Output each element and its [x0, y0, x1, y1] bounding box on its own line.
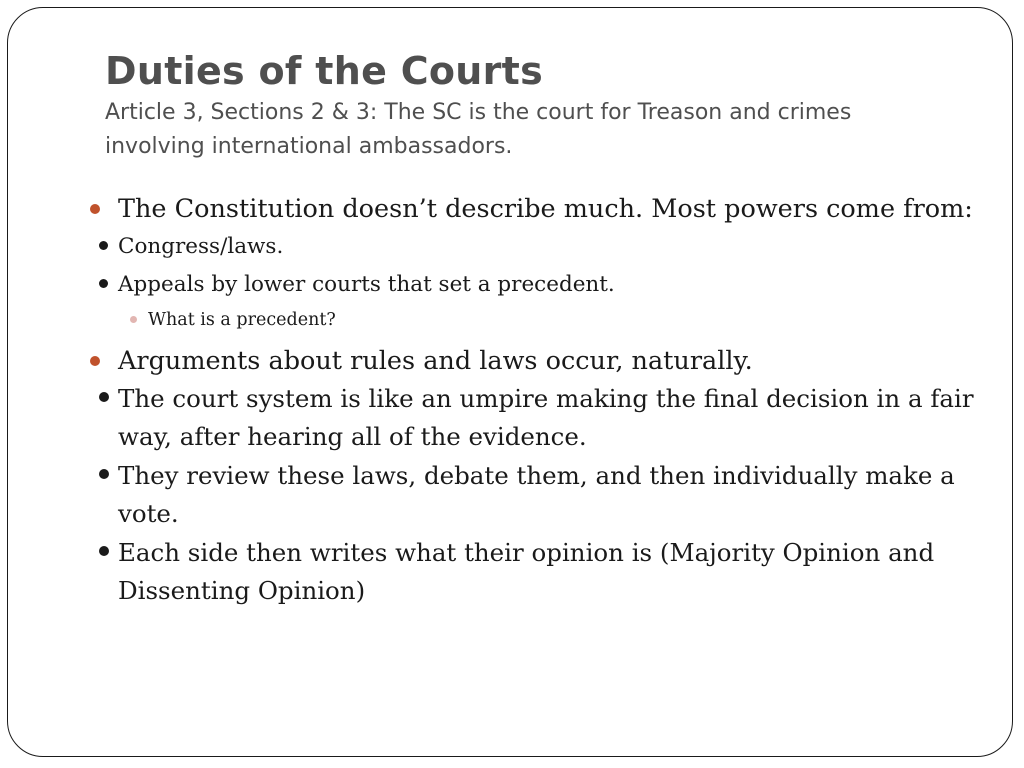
bullet-dot-icon [90, 356, 100, 366]
slide-title: Duties of the Courts [105, 49, 544, 93]
sub-bullet-text: They review these laws, debate them, and then individually make a vote. [118, 461, 955, 528]
slide-subtitle: Article 3, Sections 2 & 3: The SC is the court for Treason and crimes involving international ambassadors. [105, 100, 852, 159]
sub-bullet-text: Congress/laws. [118, 234, 284, 259]
title-block [105, 48, 945, 164]
sub-bullet-text: The court system is like an umpire making the final decision in a fair way, after hearing all of the evidence. [118, 384, 974, 451]
bullet-dot-icon [99, 392, 109, 402]
sub-bullet-text: Appeals by lower courts that set a precedent. [118, 272, 615, 297]
sub-bullet-item [86, 380, 986, 456]
sub-bullet-item [86, 457, 986, 533]
bullet-item [86, 342, 986, 610]
bullet-dot-icon [99, 241, 108, 250]
sub-bullet-item [86, 228, 986, 266]
slide-frame [7, 7, 1013, 757]
bullet-item [86, 190, 986, 336]
bullet-dot-icon [99, 546, 109, 556]
bullet-text: The Constitution doesn’t describe much. Most powers come from: [118, 194, 973, 224]
sub-sub-bullet-item [86, 304, 986, 336]
sub-bullet-item [86, 534, 986, 610]
sub-bullet-text: Each side then writes what their opinion is (Majority Opinion and Dissenting Opinion) [118, 538, 935, 605]
sub-bullet-item [86, 266, 986, 304]
bullet-dot-icon [99, 469, 109, 479]
bullet-text: Arguments about rules and laws occur, naturally. [118, 346, 753, 376]
bullet-dot-icon [90, 204, 100, 214]
slide-body [86, 190, 986, 613]
bullet-dot-icon [99, 279, 108, 288]
sub-bullet-list [86, 380, 986, 610]
sub-bullet-list [86, 228, 986, 336]
sub-sub-bullet-text: What is a precedent? [148, 310, 336, 330]
bullet-list [86, 190, 986, 610]
bullet-dot-icon [130, 316, 137, 323]
